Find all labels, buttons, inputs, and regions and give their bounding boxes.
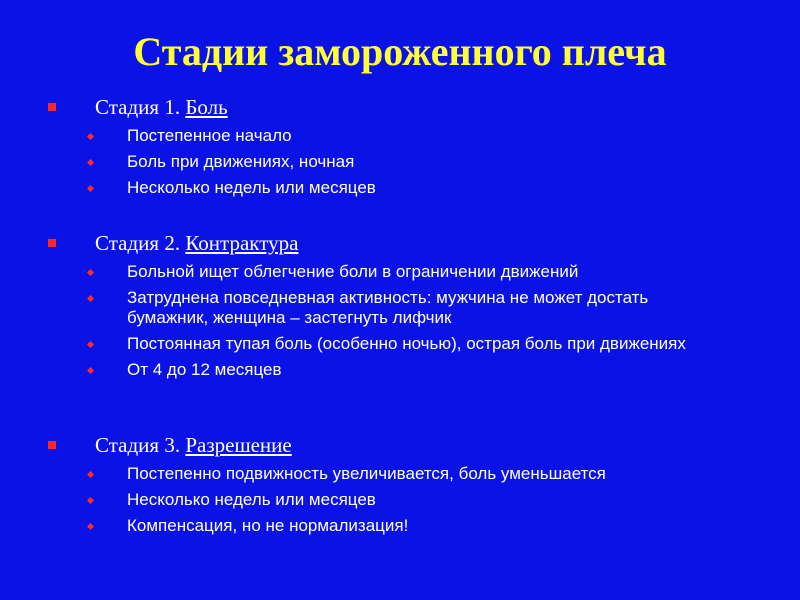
stage-heading xyxy=(0,228,800,258)
list-item: От 4 до 12 месяцев xyxy=(0,360,717,380)
stage-section-2 xyxy=(0,228,800,386)
diamond-bullet-icon xyxy=(87,367,94,374)
list-item: Постепенно подвижность увеличивается, боль уменьшается xyxy=(0,464,717,484)
stage-heading xyxy=(0,430,800,460)
list-item: Несколько недель или месяцев xyxy=(0,178,717,198)
stage-heading xyxy=(0,92,800,122)
diamond-bullet-icon xyxy=(87,523,94,530)
diamond-bullet-icon xyxy=(87,133,94,140)
stage-items xyxy=(0,126,800,198)
diamond-bullet-icon xyxy=(87,295,94,302)
diamond-bullet-icon xyxy=(87,185,94,192)
stage-name: Разрешение xyxy=(185,433,292,457)
stage-section-1 xyxy=(0,92,800,204)
stage-items xyxy=(0,262,800,380)
square-bullet-icon xyxy=(48,103,56,111)
diamond-bullet-icon xyxy=(87,269,94,276)
stage-prefix: Стадия 2. xyxy=(95,231,186,255)
stage-prefix: Стадия 1. xyxy=(95,95,186,119)
list-item: Несколько недель или месяцев xyxy=(0,490,717,510)
list-item: Больной ищет облегчение боли в ограничении движений xyxy=(0,262,717,282)
diamond-bullet-icon xyxy=(87,497,94,504)
square-bullet-icon xyxy=(48,441,56,449)
list-item: Боль при движениях, ночная xyxy=(0,152,717,172)
list-item: Постепенное начало xyxy=(0,126,717,146)
stage-prefix: Стадия 3. xyxy=(95,433,186,457)
stage-items xyxy=(0,464,800,536)
list-item: Затруднена повседневная активность: мужчина не может достать бумажник, женщина – застегнуть лифчик xyxy=(0,288,717,328)
diamond-bullet-icon xyxy=(87,159,94,166)
stage-name: Боль xyxy=(185,95,228,119)
stage-section-3 xyxy=(0,430,800,542)
diamond-bullet-icon xyxy=(87,471,94,478)
list-item: Компенсация, но не нормализация! xyxy=(0,516,717,536)
square-bullet-icon xyxy=(48,239,56,247)
stage-name: Контрактура xyxy=(185,231,299,255)
slide-title: Стадии замороженного плеча xyxy=(133,29,667,74)
list-item: Постоянная тупая боль (особенно ночью), острая боль при движениях xyxy=(0,334,717,354)
diamond-bullet-icon xyxy=(87,341,94,348)
